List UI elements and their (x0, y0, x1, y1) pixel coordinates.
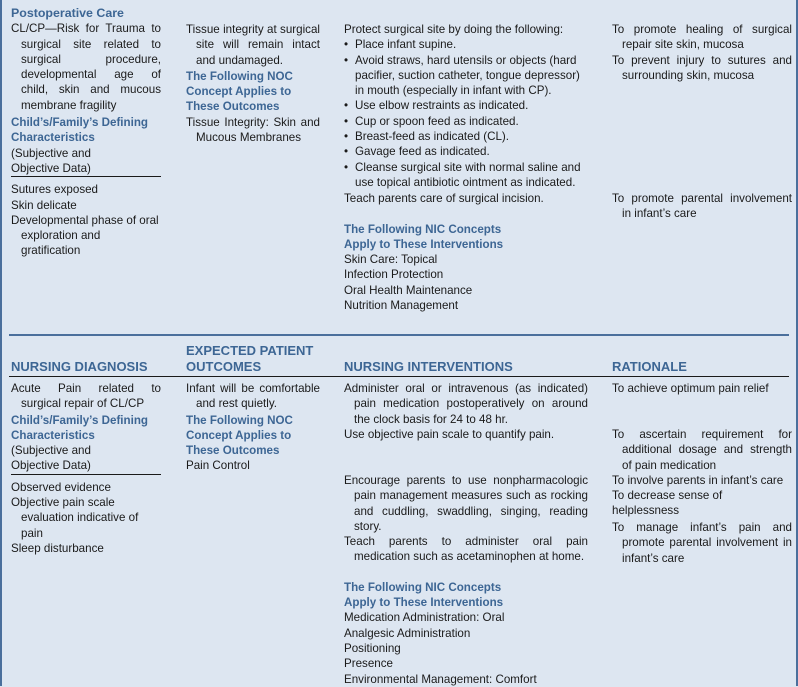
subjective-label-2: Objective Data) (11, 161, 161, 177)
rationale-text: To promote healing of surgical repair site skin, mucosa (612, 23, 792, 52)
teach-text: Teach parents care of surgical incision. (344, 192, 544, 206)
nic-heading: The Following NIC Concepts Apply to These Interventions (344, 222, 504, 251)
header-nursing-interventions: NURSING INTERVENTIONS (344, 359, 513, 374)
nic-concept: Analgesic Administration (344, 626, 471, 640)
header-underline (9, 376, 789, 377)
postop-rationale-column-2 (612, 191, 792, 222)
postop-diagnosis-column (11, 6, 161, 259)
subjective-label-1: (Subjective and (11, 444, 91, 458)
intervention-text: Encourage parents to use nonpharmacologic pain management measures such as rocking and cuddling, swaddling, singing, reading story. (344, 474, 588, 533)
header-outcomes-1: EXPECTED PATIENT (186, 343, 314, 358)
pain-diagnosis-column (11, 381, 161, 556)
nic-concept: Infection Protection (344, 268, 444, 282)
noc-heading: The Following NOC Concept Applies to These Outcomes (186, 413, 293, 458)
nic-concept: Oral Health Maintenance (344, 283, 473, 297)
bullet-item: • Avoid straws, hard utensils or objects (hard pacifier, suction catheter, tongue depressor) in mouth (especially in infant with CP). (344, 53, 588, 99)
rationale-text: To achieve optimum pain relief (612, 382, 769, 395)
pain-rationale-column (612, 381, 792, 396)
diagnosis-text: Acute Pain related to surgical repair of CL/CP (11, 382, 161, 411)
characteristics-heading-1: Child’s/Family’s Defining (11, 116, 148, 130)
bullet-item: • Use elbow restraints as indicated. (344, 98, 588, 113)
postop-rationale-column (612, 22, 792, 83)
nic-concept: Nutrition Management (344, 299, 459, 313)
nic-concept: Positioning (344, 641, 401, 655)
pain-rationale-column-2 (612, 427, 792, 519)
characteristic-item: Observed evidence (11, 480, 111, 494)
bullet-item: • Breast-feed as indicated (CL). (344, 129, 588, 144)
characteristics-heading-2: Characteristics (11, 428, 95, 442)
interventions-intro: Protect surgical site by doing the following: (344, 23, 564, 36)
section-title: Postoperative Care (11, 6, 124, 20)
intervention-text: Use objective pain scale to quantify pain. (344, 427, 555, 441)
nic-concept: Medication Administration: Oral (344, 611, 505, 625)
rationale-text: To prevent injury to sutures and surrounding skin, mucosa (612, 53, 792, 82)
characteristics-heading-2: Characteristics (11, 131, 95, 145)
header-outcomes-2: OUTCOMES (186, 359, 262, 374)
rationale-text: To manage infant’s pain and promote parental involvement in infant’s care (612, 521, 792, 565)
noc-concept: Pain Control (186, 459, 250, 473)
nic-concept: Environmental Management: Comfort (344, 672, 537, 686)
bullet-item: • Cup or spoon feed as indicated. (344, 114, 588, 129)
bullet-item: • Place infant supine. (344, 37, 588, 52)
noc-concept: Tissue Integrity: Skin and Mucous Membranes (186, 115, 320, 145)
outcome-text: Infant will be comfortable and rest quietly. (186, 382, 320, 411)
characteristic-item: Skin delicate (11, 198, 77, 212)
characteristic-item: Sleep disturbance (11, 541, 104, 555)
diagnosis-text: CL/CP—Risk for Trauma to surgical site related to surgical procedure, developmental age of child, skin and mucous membrane fragility (11, 22, 161, 112)
bullet-item: • Cleanse surgical site with normal saline and use topical antibiotic ointment as indicated. (344, 160, 588, 191)
nic-concept: Presence (344, 657, 393, 671)
pain-interventions-column (344, 381, 588, 442)
characteristic-item: Objective pain scale evaluation indicative of pain (11, 496, 139, 540)
postop-outcomes-column (186, 22, 320, 145)
pain-interventions-column-2 (344, 473, 588, 687)
noc-heading: The Following NOC Concept Applies to These Outcomes (186, 69, 293, 114)
section-divider (9, 334, 789, 336)
bullet-item: • Gavage feed as indicated. (344, 144, 588, 159)
characteristic-item: Developmental phase of oral exploration and gratification (11, 213, 159, 258)
characteristics-heading-1: Child’s/Family’s Defining (11, 413, 148, 427)
pain-outcomes-column (186, 381, 320, 474)
nic-heading: The Following NIC Concepts Apply to These Interventions (344, 580, 504, 610)
nic-concept: Skin Care: Topical (344, 253, 438, 267)
intervention-text: Administer oral or intravenous (as indicated) pain medication postoperatively on around the clock basis for 24 to 48 hr. (344, 382, 588, 426)
rationale-text: To decrease sense of helplessness (612, 489, 723, 518)
rationale-text: To ascertain requirement for additional dosage and strength of pain medication (612, 428, 792, 472)
intervention-bullets (344, 37, 588, 190)
intervention-text: Teach parents to administer oral pain medication such as acetaminophen at home. (344, 535, 588, 564)
postop-interventions-column (344, 22, 588, 313)
outcome-text: Tissue integrity at surgical site will remain intact and undamaged. (186, 23, 320, 67)
subjective-label-2: Objective Data) (11, 458, 161, 474)
header-nursing-diagnosis: NURSING DIAGNOSIS (11, 359, 148, 374)
header-rationale: RATIONALE (612, 359, 687, 374)
rationale-text: To involve parents in infant’s care (612, 473, 784, 487)
rationale-text: To promote parental involvement in infant’s care (612, 192, 792, 221)
characteristic-item: Sutures exposed (11, 183, 99, 197)
pain-rationale-column-3 (612, 520, 792, 566)
subjective-label-1: (Subjective and (11, 146, 91, 160)
